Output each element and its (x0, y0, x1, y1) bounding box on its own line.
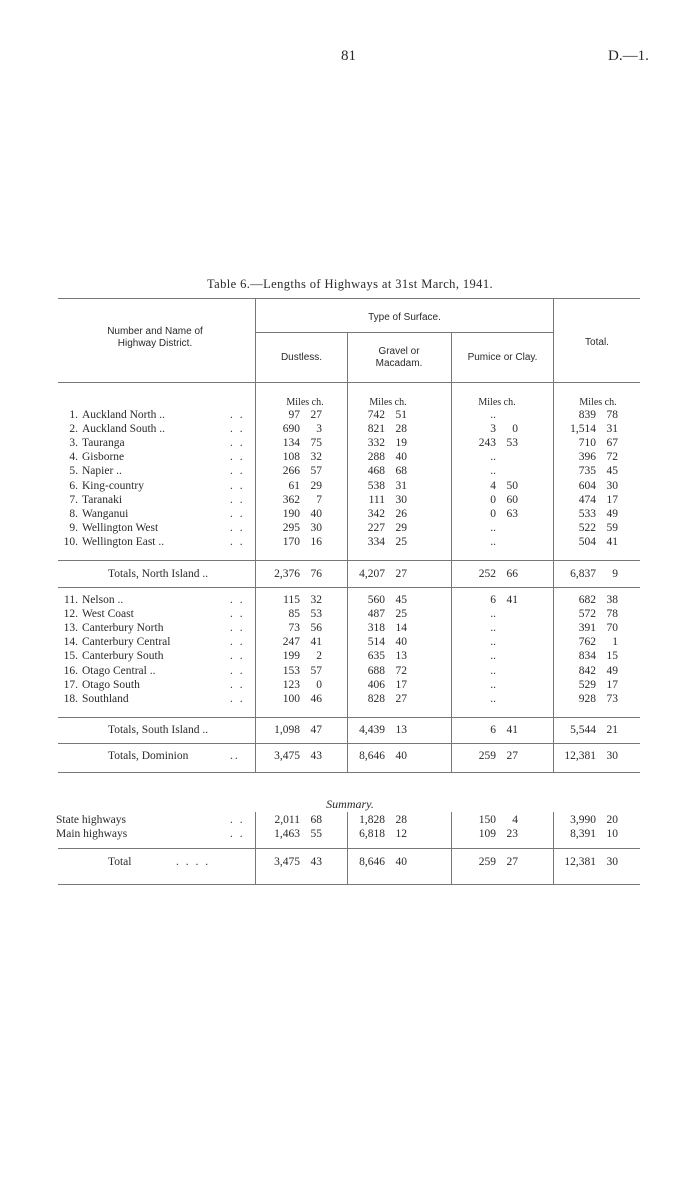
cell-d-miles: 97 (288, 409, 300, 421)
district-number: 13. (63, 622, 78, 635)
cell-d-miles: 2,011 (274, 814, 300, 826)
cell-d-chains: 53 (310, 608, 322, 621)
cell-t-miles: 762 (578, 636, 596, 649)
cell-t-miles: 391 (578, 622, 596, 635)
cell-p-miles: 6 (490, 594, 496, 606)
unit-gravel: Miles ch. (369, 397, 407, 408)
summary-heading: Summary. (326, 797, 374, 811)
district-name: Wellington West (82, 521, 159, 534)
cell-d-miles: 3,475 (274, 750, 300, 762)
surface-subheader-rule (256, 332, 553, 333)
cell-p-miles: 259 (478, 750, 496, 762)
type-of-surface-header: Type of Surface. (368, 312, 441, 323)
table-row (0, 507, 700, 521)
table-row (0, 479, 700, 493)
cell-p-miles: 3 (490, 423, 496, 436)
cell-d-chains: 32 (310, 594, 322, 606)
cell-t-chains: 17 (606, 493, 618, 506)
cell-d-miles: 1,463 (274, 828, 300, 840)
cell-d-chains: 46 (310, 692, 322, 705)
cell-g-chains: 13 (395, 724, 407, 736)
table-row (0, 493, 700, 507)
cell-t-chains: 31 (606, 423, 618, 436)
cell-g-miles: 318 (367, 622, 385, 635)
table-row (0, 827, 700, 841)
leader-dots: . . (230, 650, 245, 663)
cell-t-miles: 842 (578, 664, 596, 677)
cell-g-miles: 227 (367, 521, 385, 534)
cell-t-chains: 49 (606, 507, 618, 520)
cell-t-miles: 12,381 (564, 856, 596, 868)
leader-dots: . . (230, 692, 245, 705)
district-number: 17. (63, 678, 78, 691)
district-name: Wanganui (82, 507, 129, 520)
district-number: 6. (69, 479, 78, 492)
cell-p-miles: .. (490, 664, 496, 677)
cell-t-chains: 59 (606, 521, 618, 534)
cell-g-chains: 40 (395, 451, 407, 464)
table-row (0, 621, 700, 635)
district-name: Southland (82, 692, 129, 705)
cell-d-chains: 0 (316, 678, 322, 691)
leader-dots: . . (230, 828, 245, 840)
leader-dots: . . . . (176, 856, 211, 868)
cell-g-miles: 4,207 (359, 568, 385, 580)
cell-g-chains: 31 (395, 479, 407, 492)
leader-dots: . . (230, 521, 245, 534)
district-name: Auckland South .. (82, 423, 166, 436)
cell-p-miles: .. (490, 650, 496, 663)
district-number: 9. (69, 521, 78, 534)
cell-t-chains: 73 (606, 692, 618, 705)
leader-dots: . . (230, 507, 245, 520)
cell-g-chains: 27 (395, 692, 407, 705)
cell-p-miles: 6 (490, 724, 496, 736)
cell-t-chains: 9 (612, 568, 618, 580)
cell-t-miles: 6,837 (570, 568, 596, 580)
cell-g-chains: 40 (395, 750, 407, 762)
cell-g-chains: 68 (395, 465, 407, 478)
cell-g-miles: 828 (367, 692, 385, 705)
cell-d-chains: 68 (310, 814, 322, 826)
cell-g-miles: 334 (367, 535, 385, 548)
cell-g-miles: 514 (367, 636, 385, 649)
cell-t-miles: 474 (578, 493, 596, 506)
cell-t-miles: 735 (578, 465, 596, 478)
dominion-bottom-rule (58, 772, 640, 773)
cell-t-miles: 928 (578, 692, 596, 705)
cell-t-chains: 41 (606, 535, 618, 548)
district-number: 4. (69, 451, 78, 464)
cell-d-chains: 43 (310, 856, 322, 868)
district-name: Taranaki (82, 493, 123, 506)
cell-d-chains: 16 (310, 535, 322, 548)
cell-d-miles: 108 (282, 451, 300, 464)
district-number: 3. (69, 437, 78, 450)
cell-t-chains: 30 (606, 479, 618, 492)
cell-g-miles: 635 (367, 650, 385, 663)
cell-g-miles: 821 (367, 423, 385, 436)
cell-g-chains: 40 (395, 856, 407, 868)
table-row (0, 664, 700, 678)
leader-dots: . . (230, 437, 245, 450)
table-row (0, 635, 700, 649)
table-row (0, 692, 700, 706)
cell-p-miles: 243 (478, 437, 496, 450)
leader-dots: . . (230, 409, 245, 421)
cell-d-miles: 61 (288, 479, 300, 492)
total-label: Total (108, 856, 132, 868)
cell-g-miles: 1,828 (359, 814, 385, 826)
cell-t-miles: 834 (578, 650, 596, 663)
table-row (0, 649, 700, 663)
cell-d-miles: 295 (282, 521, 300, 534)
cell-t-chains: 38 (606, 594, 618, 606)
cell-g-miles: 288 (367, 451, 385, 464)
table-row (0, 408, 700, 422)
district-name: King-country (82, 479, 144, 492)
cell-p-miles: .. (490, 409, 496, 421)
cell-d-miles: 247 (282, 636, 300, 649)
district-name: Wellington East .. (82, 535, 165, 548)
cell-d-chains: 57 (310, 664, 322, 677)
leader-dots: . . (230, 465, 245, 478)
total-label: Totals, South Island .. (108, 724, 209, 736)
north-total-bottom-rule (58, 587, 640, 588)
district-name: Otago South (82, 678, 140, 691)
cell-g-miles: 487 (367, 608, 385, 621)
total-row (0, 567, 700, 581)
cell-p-chains: 60 (506, 493, 518, 506)
cell-d-miles: 190 (282, 507, 300, 520)
gravel-header: Gravel or Macadam. (375, 346, 423, 369)
cell-d-miles: 690 (282, 423, 300, 436)
dustless-header: Dustless. (280, 352, 323, 363)
table-row (0, 521, 700, 535)
total-label: Totals, North Island .. (108, 568, 209, 580)
summary-total-top-rule (58, 848, 640, 849)
cell-t-chains: 30 (606, 750, 618, 762)
leader-dots: . . (230, 535, 245, 548)
cell-d-chains: 76 (310, 568, 322, 580)
leader-dots: . . (230, 493, 245, 506)
cell-t-miles: 1,514 (570, 423, 596, 436)
cell-g-chains: 26 (395, 507, 407, 520)
district-name: West Coast (82, 608, 134, 621)
district-number: 5. (69, 465, 78, 478)
cell-d-chains: 47 (310, 724, 322, 736)
cell-p-miles: .. (490, 451, 496, 464)
cell-p-miles: 109 (478, 828, 496, 840)
cell-g-chains: 13 (395, 650, 407, 663)
cell-g-miles: 468 (367, 465, 385, 478)
cell-g-miles: 6,818 (359, 828, 385, 840)
cell-d-chains: 41 (310, 636, 322, 649)
cell-t-miles: 8,391 (570, 828, 596, 840)
table-row (0, 607, 700, 621)
cell-t-miles: 533 (578, 507, 596, 520)
cell-d-miles: 199 (282, 650, 300, 663)
table-row (0, 813, 700, 827)
table-row (0, 593, 700, 607)
cell-t-chains: 10 (606, 828, 618, 840)
district-number: 11. (64, 594, 78, 606)
cell-g-chains: 14 (395, 622, 407, 635)
cell-p-miles: 4 (490, 479, 496, 492)
cell-p-chains: 53 (506, 437, 518, 450)
cell-g-chains: 40 (395, 636, 407, 649)
cell-t-miles: 5,544 (570, 724, 596, 736)
district-name: Nelson .. (82, 594, 124, 606)
cell-t-chains: 78 (606, 608, 618, 621)
district-name: Napier .. (82, 465, 122, 478)
leader-dots: . . (230, 479, 245, 492)
table-row (0, 535, 700, 549)
cell-d-miles: 1,098 (274, 724, 300, 736)
table-row (0, 450, 700, 464)
district-name: Gisborne (82, 451, 125, 464)
cell-g-chains: 27 (395, 568, 407, 580)
total-row (0, 855, 700, 869)
cell-p-miles: .. (490, 692, 496, 705)
cell-g-chains: 28 (395, 814, 407, 826)
district-header: Number and Name of Highway District. (107, 326, 203, 349)
cell-t-chains: 49 (606, 664, 618, 677)
cell-d-miles: 362 (282, 493, 300, 506)
district-number: 14. (63, 636, 78, 649)
cell-t-miles: 710 (578, 437, 596, 450)
table-row (0, 678, 700, 692)
leader-dots: . . (230, 636, 245, 649)
cell-t-miles: 396 (578, 451, 596, 464)
district-number: 2. (69, 423, 78, 436)
cell-d-miles: 73 (288, 622, 300, 635)
cell-t-miles: 504 (578, 535, 596, 548)
cell-d-chains: 2 (316, 650, 322, 663)
cell-d-miles: 153 (282, 664, 300, 677)
cell-t-chains: 21 (606, 724, 618, 736)
cell-g-chains: 45 (395, 594, 407, 606)
cell-p-chains: 50 (506, 479, 518, 492)
cell-p-chains: 41 (506, 724, 518, 736)
cell-d-chains: 7 (316, 493, 322, 506)
unit-dustless: Miles ch. (286, 397, 324, 408)
district-name: State highways (56, 814, 126, 826)
cell-p-miles: 0 (490, 507, 496, 520)
cell-d-chains: 56 (310, 622, 322, 635)
cell-t-chains: 72 (606, 451, 618, 464)
cell-g-miles: 538 (367, 479, 385, 492)
district-number: 8. (69, 507, 78, 520)
cell-p-miles: .. (490, 636, 496, 649)
cell-g-miles: 332 (367, 437, 385, 450)
cell-d-chains: 55 (310, 828, 322, 840)
cell-d-chains: 27 (310, 409, 322, 421)
total-row (0, 723, 700, 737)
leader-dots: . . (230, 594, 245, 606)
unit-total: Miles ch. (579, 397, 617, 408)
cell-t-miles: 604 (578, 479, 596, 492)
cell-p-chains: 27 (506, 750, 518, 762)
cell-t-chains: 30 (606, 856, 618, 868)
cell-p-miles: .. (490, 521, 496, 534)
cell-g-chains: 30 (395, 493, 407, 506)
cell-g-chains: 29 (395, 521, 407, 534)
cell-d-chains: 75 (310, 437, 322, 450)
cell-d-chains: 32 (310, 451, 322, 464)
cell-p-miles: .. (490, 535, 496, 548)
cell-p-chains: 66 (506, 568, 518, 580)
cell-g-miles: 8,646 (359, 856, 385, 868)
cell-t-miles: 3,990 (570, 814, 596, 826)
pumice-header: Pumice or Clay. (467, 352, 538, 363)
cell-d-miles: 266 (282, 465, 300, 478)
table-row (0, 422, 700, 436)
total-label: Totals, Dominion (108, 750, 189, 762)
district-name: Otago Central .. (82, 664, 156, 677)
district-number: 18. (63, 692, 78, 705)
cell-g-chains: 25 (395, 608, 407, 621)
cell-t-chains: 20 (606, 814, 618, 826)
cell-g-chains: 28 (395, 423, 407, 436)
cell-d-chains: 40 (310, 507, 322, 520)
cell-p-chains: 4 (512, 814, 518, 826)
cell-t-miles: 572 (578, 608, 596, 621)
district-number: 7. (69, 493, 78, 506)
leader-dots: . . (230, 608, 245, 621)
cell-d-chains: 30 (310, 521, 322, 534)
cell-g-miles: 688 (367, 664, 385, 677)
district-name: Auckland North .. (82, 409, 166, 421)
cell-d-chains: 29 (310, 479, 322, 492)
cell-d-chains: 43 (310, 750, 322, 762)
page-number: 81 (341, 48, 356, 64)
table-row (0, 436, 700, 450)
cell-t-chains: 15 (606, 650, 618, 663)
cell-t-miles: 682 (578, 594, 596, 606)
cell-p-miles: .. (490, 678, 496, 691)
cell-g-miles: 342 (367, 507, 385, 520)
cell-p-miles: 0 (490, 493, 496, 506)
cell-p-miles: 259 (478, 856, 496, 868)
cell-p-chains: 63 (506, 507, 518, 520)
cell-t-chains: 70 (606, 622, 618, 635)
cell-g-miles: 8,646 (359, 750, 385, 762)
cell-g-chains: 25 (395, 535, 407, 548)
district-name: Tauranga (82, 437, 125, 450)
cell-p-miles: .. (490, 608, 496, 621)
cell-p-miles: 252 (478, 568, 496, 580)
district-number: 10. (63, 535, 78, 548)
north-total-top-rule (58, 560, 640, 561)
district-number: 15. (63, 650, 78, 663)
district-name: Canterbury North (82, 622, 164, 635)
cell-t-chains: 1 (612, 636, 618, 649)
cell-p-miles: 150 (478, 814, 496, 826)
district-name: Canterbury Central (82, 636, 171, 649)
leader-dots: . . (230, 423, 245, 436)
cell-d-miles: 100 (282, 692, 300, 705)
south-total-bottom-rule (58, 743, 640, 744)
cell-t-miles: 839 (578, 409, 596, 421)
total-header: Total. (585, 337, 609, 348)
leader-dots: . . (230, 451, 245, 464)
cell-t-miles: 12,381 (564, 750, 596, 762)
cell-g-chains: 12 (395, 828, 407, 840)
cell-d-miles: 123 (282, 678, 300, 691)
cell-d-miles: 85 (288, 608, 300, 621)
table-title: Table 6.—Lengths of Highways at 31st March, 1941. (206, 277, 494, 291)
cell-g-chains: 19 (395, 437, 407, 450)
district-number: 1. (69, 409, 78, 421)
cell-t-chains: 78 (606, 409, 618, 421)
leader-dots: . . (230, 622, 245, 635)
cell-d-miles: 115 (283, 594, 300, 606)
cell-t-chains: 45 (606, 465, 618, 478)
cell-t-chains: 67 (606, 437, 618, 450)
district-number: 16. (63, 664, 78, 677)
leader-dots: .. (230, 750, 240, 762)
cell-d-chains: 3 (316, 423, 322, 436)
table-bottom-rule (58, 884, 640, 885)
district-name: Canterbury South (82, 650, 164, 663)
cell-g-miles: 4,439 (359, 724, 385, 736)
cell-g-miles: 111 (368, 493, 385, 506)
cell-d-chains: 57 (310, 465, 322, 478)
total-row (0, 749, 700, 763)
cell-g-miles: 560 (367, 594, 385, 606)
unit-pumice: Miles ch. (478, 397, 516, 408)
cell-g-miles: 406 (367, 678, 385, 691)
table-row (0, 464, 700, 478)
cell-p-chains: 27 (506, 856, 518, 868)
cell-p-chains: 23 (506, 828, 518, 840)
cell-t-miles: 529 (578, 678, 596, 691)
cell-d-miles: 170 (282, 535, 300, 548)
district-number: 12. (63, 608, 78, 621)
document-reference: D.—1. (608, 48, 649, 64)
cell-p-miles: .. (490, 465, 496, 478)
cell-g-miles: 742 (367, 409, 385, 421)
cell-d-miles: 134 (282, 437, 300, 450)
leader-dots: . . (230, 678, 245, 691)
cell-g-chains: 72 (395, 664, 407, 677)
leader-dots: . . (230, 814, 245, 826)
cell-t-miles: 522 (578, 521, 596, 534)
cell-d-miles: 3,475 (274, 856, 300, 868)
cell-g-chains: 51 (395, 409, 407, 421)
south-total-top-rule (58, 717, 640, 718)
district-name: Main highways (56, 828, 128, 840)
cell-g-chains: 17 (395, 678, 407, 691)
leader-dots: . . (230, 664, 245, 677)
cell-p-miles: .. (490, 622, 496, 635)
cell-d-miles: 2,376 (274, 568, 300, 580)
cell-p-chains: 41 (506, 594, 518, 606)
cell-p-chains: 0 (512, 423, 518, 436)
cell-t-chains: 17 (606, 678, 618, 691)
